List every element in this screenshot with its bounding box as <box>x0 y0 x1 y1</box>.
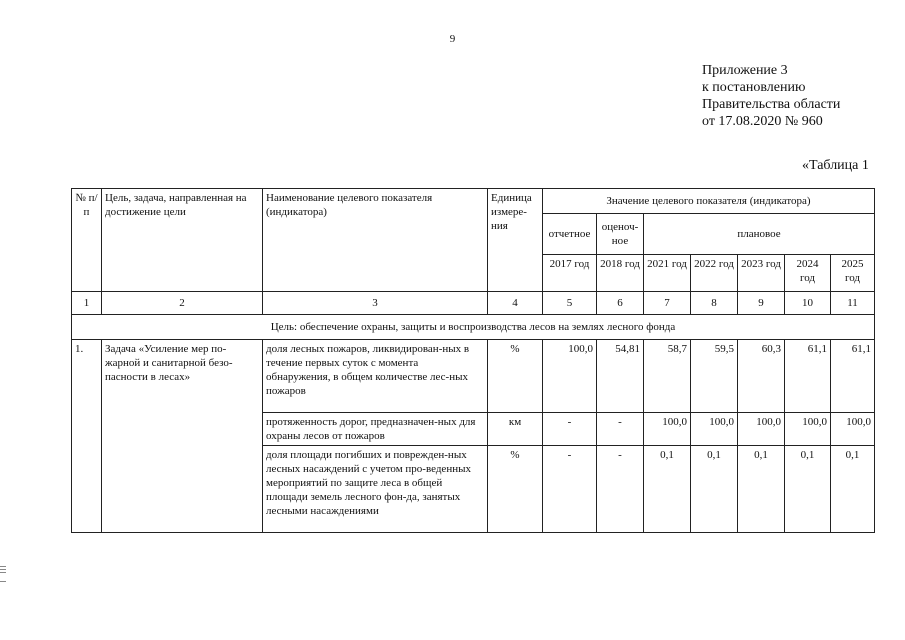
appendix-line-1: Приложение 3 <box>702 63 788 78</box>
indicator-unit: % <box>488 446 543 533</box>
column-number: 5 <box>543 292 597 315</box>
indicator-value: 0,1 <box>738 446 785 533</box>
column-number: 11 <box>831 292 875 315</box>
margin-scan-mark <box>0 566 6 584</box>
column-number: 1 <box>72 292 102 315</box>
column-number: 7 <box>644 292 691 315</box>
indicator-value: 100,0 <box>738 413 785 446</box>
indicator-value: 59,5 <box>691 340 738 413</box>
page-number: 9 <box>449 33 456 45</box>
header-indicator: Наименование целевого показателя (индикатора) <box>263 189 488 292</box>
indicator-value: 58,7 <box>644 340 691 413</box>
indicator-value: 0,1 <box>644 446 691 533</box>
indicator-value: 0,1 <box>691 446 738 533</box>
header-year: 2023 год <box>738 255 785 292</box>
indicator-value: - <box>543 446 597 533</box>
indicator-name: протяженность дорог, предназначен-ных для охраны лесов от пожаров <box>263 413 488 446</box>
indicator-value: - <box>597 413 644 446</box>
table-title: «Таблица 1 <box>802 158 869 173</box>
header-reported: отчетное <box>543 214 597 255</box>
header-goal: Цель, задача, направленная на достижение цели <box>102 189 263 292</box>
appendix-line-2: к постановлению <box>702 80 806 95</box>
indicator-value: - <box>543 413 597 446</box>
header-planned: плановое <box>644 214 875 255</box>
indicator-value: 54,81 <box>597 340 644 413</box>
indicator-value: 100,0 <box>785 413 831 446</box>
indicator-unit: % <box>488 340 543 413</box>
header-year: 2017 год <box>543 255 597 292</box>
indicator-name: доля площади погибших и поврежден-ных лесных насаждений с учетом про-веденных мероприятий по защите леса в общей площади земель лесного фон-да, занятых лесными насаждениями <box>263 446 488 533</box>
column-number: 3 <box>263 292 488 315</box>
header-row-1 <box>72 189 875 214</box>
indicator-name: доля лесных пожаров, ликвидирован-ных в течение первых суток с момента обнаружения, в общем количестве лес-ных пожаров <box>263 340 488 413</box>
indicator-value: 0,1 <box>785 446 831 533</box>
header-year: 2021 год <box>644 255 691 292</box>
column-number-row <box>72 292 875 315</box>
appendix-line-3: Правительства области <box>702 97 841 112</box>
indicator-value: 61,1 <box>831 340 875 413</box>
indicator-value: - <box>597 446 644 533</box>
task-number: 1. <box>72 340 102 533</box>
header-unit: Единица измере-ния <box>488 189 543 292</box>
column-number: 2 <box>102 292 263 315</box>
task-text: Задача «Усиление мер по-жарной и санитарной безо-пасности в лесах» <box>102 340 263 533</box>
indicator-value: 100,0 <box>644 413 691 446</box>
header-year: 2024 год <box>785 255 831 292</box>
indicator-value: 61,1 <box>785 340 831 413</box>
goal-text: Цель: обеспечение охраны, защиты и воспроизводства лесов на землях лесного фонда <box>72 315 875 340</box>
header-year: 2022 год <box>691 255 738 292</box>
header-num: № п/п <box>72 189 102 292</box>
header-year: 2025 год <box>831 255 875 292</box>
header-value: Значение целевого показателя (индикатора) <box>543 189 875 214</box>
goal-row <box>72 315 875 340</box>
indicator-value: 100,0 <box>831 413 875 446</box>
column-number: 6 <box>597 292 644 315</box>
indicator-value: 100,0 <box>691 413 738 446</box>
indicator-row-1 <box>72 340 875 413</box>
header-estimated: оценоч-ное <box>597 214 644 255</box>
indicator-value: 0,1 <box>831 446 875 533</box>
column-number: 8 <box>691 292 738 315</box>
indicators-table <box>71 188 875 533</box>
appendix-line-4: от 17.08.2020 № 960 <box>702 114 823 129</box>
column-number: 10 <box>785 292 831 315</box>
indicator-unit: км <box>488 413 543 446</box>
column-number: 9 <box>738 292 785 315</box>
header-year: 2018 год <box>597 255 644 292</box>
indicator-value: 60,3 <box>738 340 785 413</box>
appendix-header <box>702 62 840 130</box>
indicator-value: 100,0 <box>543 340 597 413</box>
column-number: 4 <box>488 292 543 315</box>
